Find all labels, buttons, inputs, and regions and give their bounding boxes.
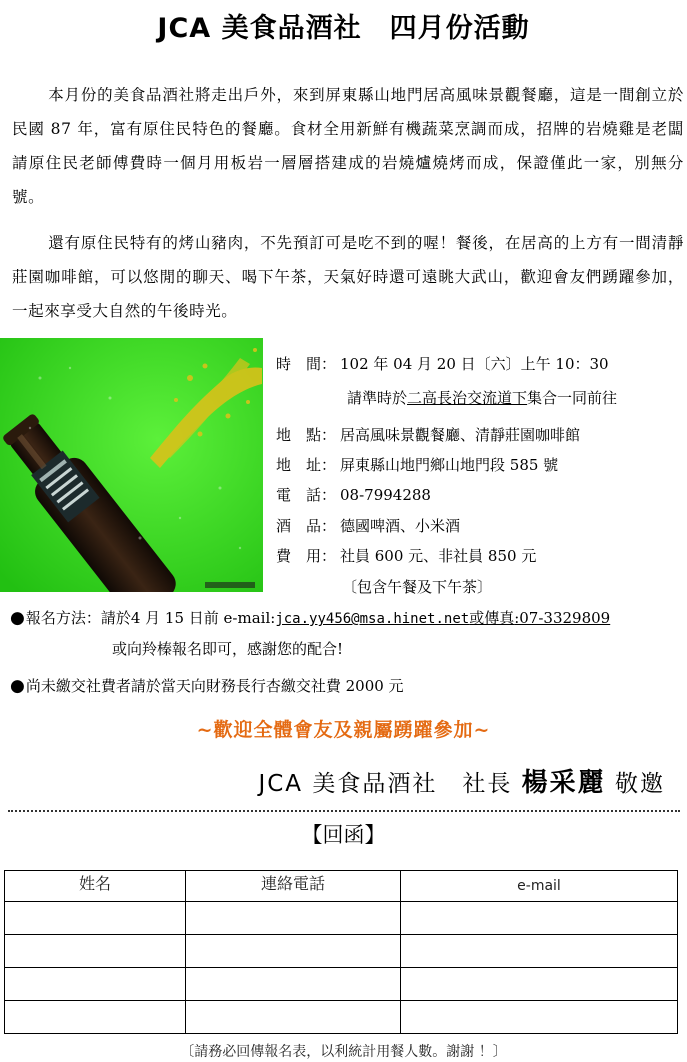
- bullet-icon: ●: [10, 608, 25, 628]
- welcome-banner: ~歡迎全體會友及親屬踴躍參加~: [196, 719, 491, 741]
- inviter-closing: 敬邀: [615, 771, 665, 797]
- column-header-name: 姓名: [5, 871, 186, 902]
- column-header-phone: 連絡電話: [186, 871, 401, 902]
- table-row: [5, 1001, 678, 1034]
- email-cell[interactable]: [401, 968, 678, 1001]
- reply-form-table: [4, 870, 678, 1034]
- registration-email-link[interactable]: jca.yy456@msa.hinet.net: [275, 611, 470, 627]
- second-paragraph: [12, 226, 684, 328]
- table-row: [5, 902, 678, 935]
- registration-fax: :07-3329809: [514, 609, 611, 627]
- registration-or-fax: 或傳真: [469, 609, 515, 627]
- time-label: 時 間：: [276, 355, 337, 373]
- name-cell[interactable]: [5, 968, 186, 1001]
- email-cell[interactable]: [401, 935, 678, 968]
- wine-value: 德國啤酒、小米酒: [340, 517, 461, 535]
- phone-cell[interactable]: [186, 935, 401, 968]
- wine-label: 酒 品：: [276, 517, 337, 535]
- place-value: 居高風味景觀餐廳、清靜莊園咖啡館: [340, 426, 581, 444]
- registration-prefix: 報名方法：請於4 月 15 日前 e-mail:: [25, 609, 276, 627]
- meet-prefix: 請準時於: [347, 389, 408, 407]
- inviter-name: 楊采麗: [521, 768, 606, 798]
- name-cell[interactable]: [5, 902, 186, 935]
- phone-cell[interactable]: [186, 902, 401, 935]
- address-row: [276, 453, 558, 477]
- second-paragraph-text: 還有原住民特有的烤山豬肉，不先預訂可是吃不到的喔！餐後，在居高的上方有一間清靜莊園咖啡館，可以悠閒的聊天、喝下午茶，天氣好時還可遠眺大武山，歡迎會友們踴躍參加，一起來享受大自然的午後時光。: [12, 234, 684, 320]
- cut-line-divider: [8, 810, 680, 812]
- champagne-bottle-illustration: [0, 338, 263, 592]
- phone-row: [276, 483, 431, 507]
- wine-row: [276, 514, 460, 538]
- meet-place: 二高長治交流道下: [407, 389, 528, 407]
- meet-instruction: [347, 386, 617, 410]
- name-cell[interactable]: [5, 935, 186, 968]
- fee-note: 〔包含午餐及下午茶〕: [342, 578, 493, 596]
- fee-row: [276, 544, 536, 568]
- fee-notice: [10, 675, 404, 697]
- reply-title: 【回函】: [301, 823, 386, 847]
- inviter-org: JCA 美食品酒社 社長: [258, 771, 513, 797]
- meet-suffix: 集合一同前往: [527, 389, 618, 407]
- address-value: 屏東縣山地門鄉山地門段 585 號: [340, 456, 559, 474]
- phone-value: 08-7994288: [340, 486, 431, 504]
- fee-value: 社員 600 元、非社員 850 元: [340, 547, 537, 565]
- fee-label: 費 用：: [276, 547, 337, 565]
- address-label: 地 址：: [276, 456, 337, 474]
- time-value: 102 年 04 月 20 日〔六〕上午 10：30: [340, 355, 609, 373]
- inviter-signature: [258, 762, 665, 799]
- phone-cell[interactable]: [186, 968, 401, 1001]
- champagne-photo: [0, 338, 263, 592]
- fee-notice-text: 尚未繳交社費者請於當天向財務長行杏繳交社費 2000 元: [25, 677, 404, 695]
- page-title: JCA 美食品酒社 四月份活動: [157, 13, 530, 44]
- email-cell[interactable]: [401, 902, 678, 935]
- table-row: [5, 968, 678, 1001]
- footer-note: 〔請務必回傳報名表，以利統計用餐人數。謝謝 ！〕: [180, 1044, 507, 1060]
- email-cell[interactable]: [401, 1001, 678, 1034]
- bullet-icon: ●: [10, 676, 25, 696]
- phone-cell[interactable]: [186, 1001, 401, 1034]
- time-row: [276, 352, 609, 376]
- column-header-email: e-mail: [401, 871, 678, 902]
- intro-paragraph: [12, 78, 684, 214]
- phone-label: 電 話：: [276, 486, 337, 504]
- place-row: [276, 423, 580, 447]
- name-cell[interactable]: [5, 1001, 186, 1034]
- intro-paragraph-text: 本月份的美食品酒社將走出戶外，來到屏東縣山地門居高風味景觀餐廳，這是一間創立於民國 87 年，富有原住民特色的餐廳。食材全用新鮮有機蔬菜烹調而成，招牌的岩燒雞是老闆請原住民老師傅費時一個月用板岩一層層搭建成的岩燒爐燒烤而成，保證僅此一家，別無分號。: [12, 86, 684, 206]
- registration-line: [10, 607, 610, 630]
- reply-header-row: [5, 871, 678, 902]
- place-label: 地 點：: [276, 426, 337, 444]
- table-row: [5, 935, 678, 968]
- registration-line2: 或向羚榛報名即可，感謝您的配合!: [112, 640, 344, 658]
